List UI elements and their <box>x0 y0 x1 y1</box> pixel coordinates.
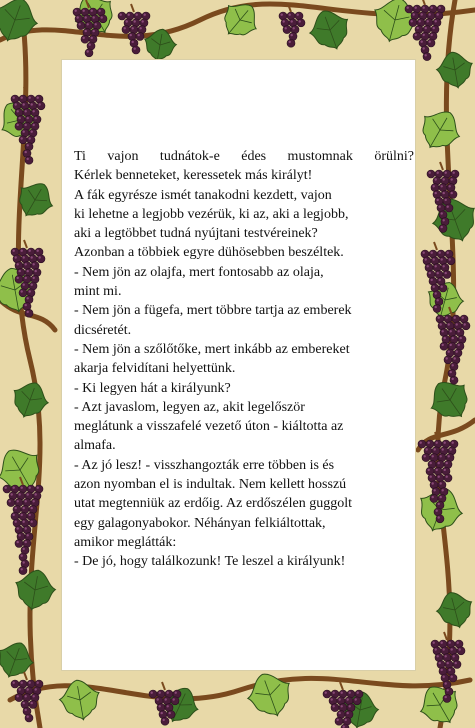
story-line: azon nyomban el is indultak. Nem kellett hosszú <box>74 477 347 493</box>
story-line: - Ki legyen hát a királyunk? <box>74 380 231 396</box>
story-line: - Nem jön a fügefa, mert többre tartja az emberek <box>74 303 352 319</box>
story-line: - Nem jön az olajfa, mert fontosabb az olaja, <box>74 264 324 280</box>
story-page <box>61 59 416 671</box>
story-line: ki lehetne a legjobb vezérük, ki az, aki a legjobb, <box>74 206 349 222</box>
story-line: A fák egyrésze ismét tanakodni kezdett, vajon <box>74 187 332 203</box>
story-text <box>74 147 414 572</box>
story-line: - Az jó lesz! - visszhangozták erre többen is és <box>74 457 335 473</box>
story-line: akarja felvidítani helyettünk. <box>74 361 236 377</box>
story-line: dicséretét. <box>74 322 132 338</box>
story-line: utat megtenniük az erdőig. Az erdőszélen guggolt <box>74 496 352 512</box>
story-line: - Nem jön a szőlőtőke, mert inkább az embereket <box>74 341 350 357</box>
story-line: - De jó, hogy találkozunk! Te leszel a királyunk! <box>74 554 346 570</box>
story-line: aki a legtöbbet tudná nyújtani testvéreinek? <box>74 226 318 242</box>
story-line: almafa. <box>74 438 116 454</box>
story-line: meglátunk a visszafelé vezető úton - kiáltotta az <box>74 419 344 435</box>
story-line: Azonban a többiek egyre dühösebben beszéltek. <box>74 245 344 261</box>
story-line: Ti vajon tudnátok-e édes mustomnak örülni? <box>74 149 414 164</box>
story-line: mint mi. <box>74 284 122 300</box>
story-line: Kérlek benneteket, keressetek más királyt! <box>74 168 313 184</box>
story-line: - Azt javaslom, legyen az, akit legelőször <box>74 399 305 415</box>
story-line: egy galagonyabokor. Néhányan felkiáltottak, <box>74 515 326 531</box>
story-line: amikor meglátták: <box>74 534 177 550</box>
